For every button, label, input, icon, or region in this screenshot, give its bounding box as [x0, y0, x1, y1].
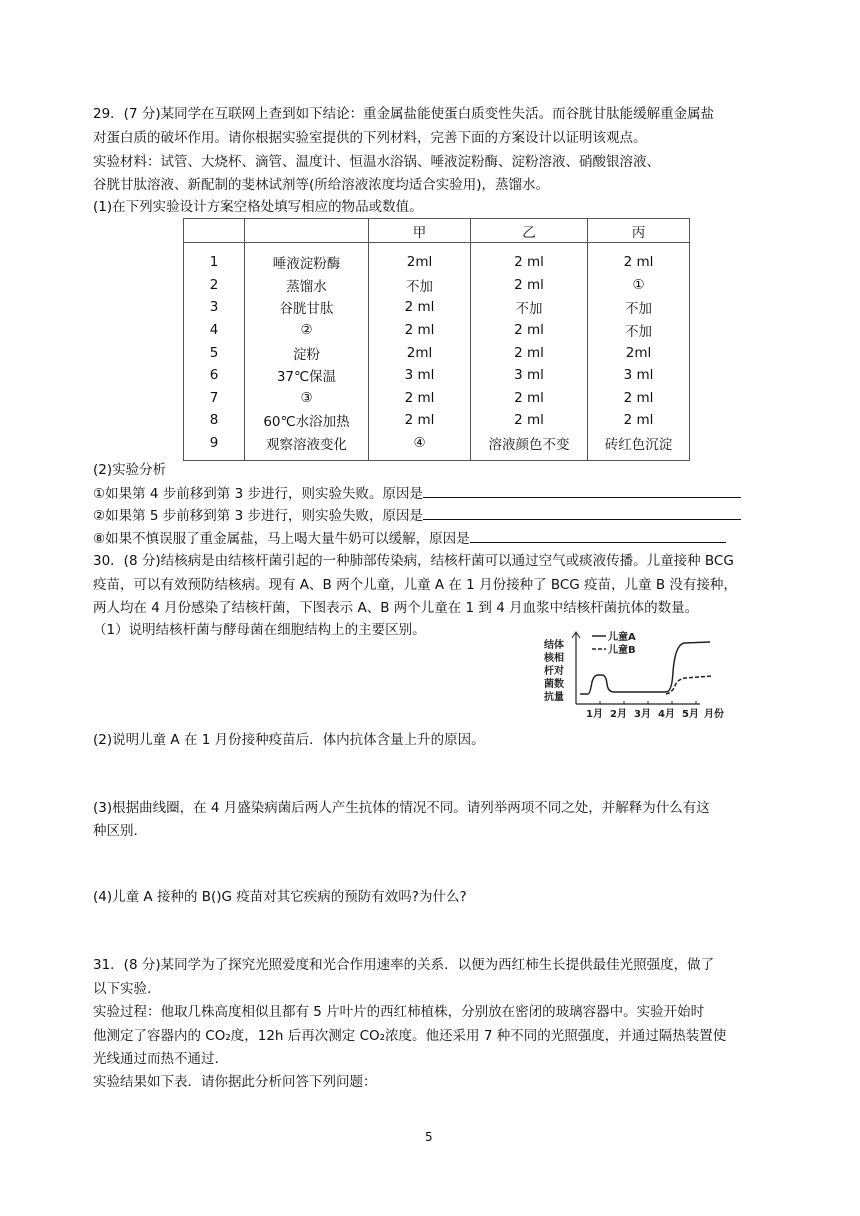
table-header-cell: [184, 219, 245, 243]
row-number: 8: [184, 409, 245, 432]
q31-line2: 以下实验.: [93, 981, 152, 997]
analysis-2-text: ②如果第 5 步前移到第 3 步进行，则实验失败，原因是: [93, 508, 423, 524]
row-item: 观察溶液变化: [245, 432, 369, 461]
table-header-bing: 丙: [588, 219, 690, 243]
table-header-jia: 甲: [369, 219, 471, 243]
row-number: 4: [184, 319, 245, 342]
table-header-yi: 乙: [471, 219, 588, 243]
q30-sub3a: (3)根据曲线圈，在 4 月盛染病菌后两人产生抗体的情况不同。请列举两项不同之处，并解释为什么有这: [93, 800, 710, 816]
row-item: ②: [245, 319, 369, 342]
cell-yi: 2 ml: [471, 387, 588, 410]
q29-analysis-1: [93, 483, 741, 504]
table-row: [184, 243, 690, 274]
table-row: [184, 319, 690, 342]
q29-part1: (1)在下列实验设计方案空格处填写相应的物品或数值。: [93, 199, 423, 215]
answer-blank-1[interactable]: [423, 483, 741, 498]
table-row: [184, 387, 690, 410]
row-number: 5: [184, 341, 245, 364]
cell-yi: 2 ml: [471, 319, 588, 342]
table-row: [184, 296, 690, 319]
legend-label-a: 儿童A: [608, 632, 636, 643]
row-item: 淀粉: [245, 341, 369, 364]
row-number: 9: [184, 432, 245, 461]
x-tick-label: 3月: [634, 709, 651, 720]
q29-analysis-2: [93, 505, 741, 526]
q30-sub3b: 种区别.: [93, 823, 138, 839]
x-tick-label: 1月: [586, 709, 603, 720]
q30-sub2: (2)说明儿童 A 在 1 月份接种疫苗后．体内抗体含量上升的原因。: [93, 732, 485, 748]
cell-bing: 3 ml: [588, 364, 690, 387]
row-item: ③: [245, 387, 369, 410]
row-item: 谷胱甘肽: [245, 296, 369, 319]
q31-line6: 实验结果如下表．请你据此分析问答下列问题：: [93, 1074, 377, 1090]
cell-bing: 2 ml: [588, 409, 690, 432]
table-header-row: [184, 219, 690, 243]
y-axis-label-line: 核相: [544, 653, 564, 664]
q31-line5: 光线通过而热不通过.: [93, 1051, 219, 1067]
y-axis-label-line: 菌数: [544, 679, 564, 690]
cell-jia: ④: [369, 432, 471, 461]
q30-line1: 30．(8 分)结核病是由结核杆菌引起的一种肺部传染病，结核杆菌可以通过空气或痰液传播。儿童接种 BCG: [93, 553, 734, 569]
row-number: 3: [184, 296, 245, 319]
cell-bing: 2 ml: [588, 243, 690, 274]
cell-jia: 2 ml: [369, 296, 471, 319]
analysis-3-text: ⑧如果不慎误服了重金属盐，马上喝大量牛奶可以缓解，原因是: [93, 531, 470, 547]
q31-line3: 实验过程：他取几株高度相似且都有 5 片叶片的西红柿植株，分别放在密闭的玻璃容器中。实验开始时: [93, 1004, 705, 1020]
cell-jia: 2 ml: [369, 409, 471, 432]
row-number: 6: [184, 364, 245, 387]
antibody-chart: [540, 628, 740, 726]
y-axis-label-line: 结体: [544, 640, 564, 651]
cell-bing: ①: [588, 274, 690, 297]
table-row: [184, 409, 690, 432]
answer-blank-3[interactable]: [470, 528, 726, 543]
q30-line2: 疫苗，可以有效预防结核病。现有 A、B 两个儿童，儿童 A 在 1 月份接种了 BCG 疫苗，儿童 B 没有接种，: [93, 577, 737, 593]
y-axis-label-line: 抗量: [544, 692, 564, 703]
q31-line4: 他测定了容器内的 CO₂度，12h 后再次测定 CO₂浓度。他还采用 7 种不同的光照强度，并通过隔热装置使: [93, 1028, 727, 1044]
series-a-line: [580, 642, 710, 694]
q29-analysis-3: [93, 528, 726, 549]
page-number: 5: [425, 1130, 433, 1144]
cell-jia: 2 ml: [369, 387, 471, 410]
q29-line2: 对蛋白质的破坏作用。请你根据实验室提供的下列材料，完善下面的方案设计以证明该观点。: [93, 130, 647, 146]
cell-jia: 2 ml: [369, 319, 471, 342]
cell-jia: 2ml: [369, 243, 471, 274]
q30-sub1: （1）说明结核杆菌与酵母菌在细胞结构上的主要区别。: [93, 622, 426, 638]
x-tick-label: 5月: [682, 709, 699, 720]
table-header-cell: [245, 219, 369, 243]
analysis-1-text: ①如果第 4 步前移到第 3 步进行，则实验失败。原因是: [93, 486, 423, 502]
table-row: [184, 432, 690, 461]
q29-line1: 29．(7 分)某同学在互联网上查到如下结论：重金属盐能使蛋白质变性失活。而谷胱甘肽能缓解重金属盐: [93, 106, 715, 122]
cell-bing: 2ml: [588, 341, 690, 364]
y-axis-label-line: 杆对: [544, 666, 564, 677]
cell-jia: 不加: [369, 274, 471, 297]
q30-sub4: (4)儿童 A 接种的 B()G 疫苗对其它疾病的预防有效吗?为什么?: [93, 889, 467, 905]
cell-yi: 2 ml: [471, 409, 588, 432]
row-number: 2: [184, 274, 245, 297]
x-tick-label: 2月: [610, 709, 627, 720]
cell-jia: 3 ml: [369, 364, 471, 387]
row-item: 37℃保温: [245, 364, 369, 387]
cell-yi: 溶液颜色不变: [471, 432, 588, 461]
q30-line3: 两人均在 4 月份感染了结核杆菌，下图表示 A、B 两个儿童在 1 到 4 月血浆中结核杆菌抗体的数量。: [93, 600, 699, 616]
cell-bing: 不加: [588, 319, 690, 342]
cell-bing: 不加: [588, 296, 690, 319]
cell-bing: 2 ml: [588, 387, 690, 410]
x-tick-label: 4月: [658, 709, 675, 720]
cell-yi: 2 ml: [471, 341, 588, 364]
table-row: [184, 341, 690, 364]
answer-blank-2[interactable]: [423, 505, 741, 520]
table-row: [184, 274, 690, 297]
q31-line1: 31．(8 分)某同学为了探究光照爱度和光合作用速率的关系．以便为西红柿生长提供最佳光照强度，做了: [93, 957, 715, 973]
experiment-table: [183, 218, 690, 461]
row-item: 唾液淀粉酶: [245, 243, 369, 274]
legend-label-b: 儿童B: [608, 645, 636, 656]
q29-line3: 实验材料：试管、大烧杯、滴管、温度计、恒温水浴锅、唾液淀粉酶、淀粉溶液、硝酸银溶液、: [93, 154, 660, 170]
cell-yi: 2 ml: [471, 243, 588, 274]
q29-line4: 谷胱甘肽溶液、新配制的斐林试剂等(所给溶液浓度均适合实验用)，蒸馏水。: [93, 177, 550, 193]
x-unit-label: 月份: [704, 709, 724, 720]
cell-yi: 不加: [471, 296, 588, 319]
row-number: 7: [184, 387, 245, 410]
row-item: 蒸馏水: [245, 274, 369, 297]
row-number: 1: [184, 243, 245, 274]
cell-yi: 2 ml: [471, 274, 588, 297]
q29-part2: (2)实验分析: [93, 462, 167, 478]
table-row: [184, 364, 690, 387]
row-item: 60℃水浴加热: [245, 409, 369, 432]
cell-yi: 3 ml: [471, 364, 588, 387]
cell-bing: 砖红色沉淀: [588, 432, 690, 461]
cell-jia: 2ml: [369, 341, 471, 364]
